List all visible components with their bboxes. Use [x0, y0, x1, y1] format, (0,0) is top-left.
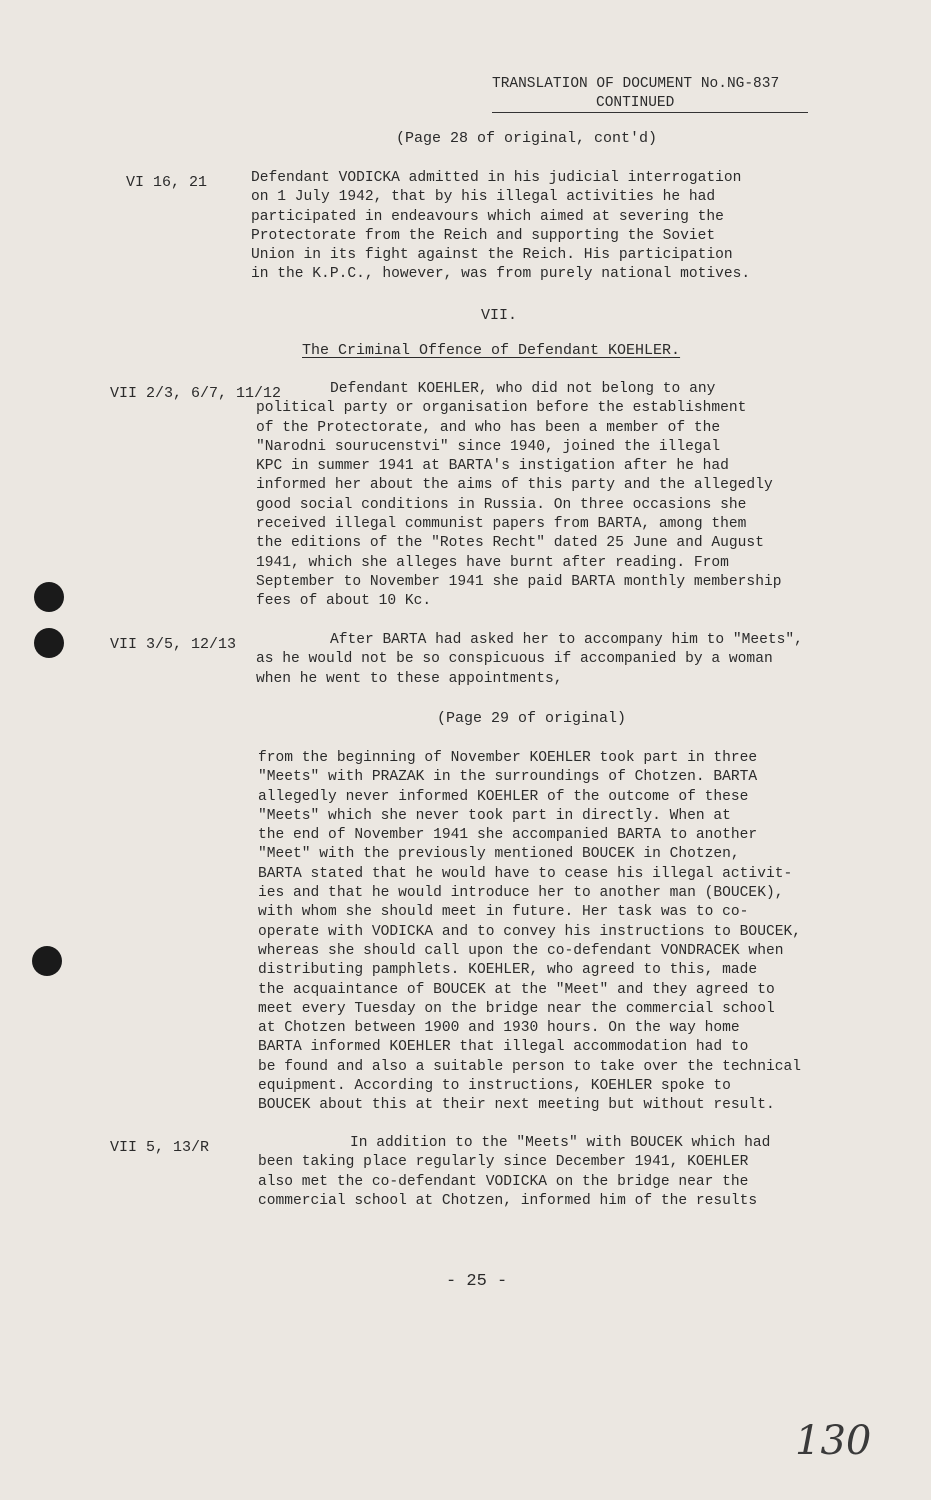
text-line: "Narodni sourucenstvi" since 1940, joined the illegal [256, 438, 721, 455]
text-line: meet every Tuesday on the bridge near the commercial school [258, 1000, 775, 1017]
text-line: fees of about 10 Kc. [256, 593, 432, 610]
text-line: also met the co-defendant VODICKA on the bridge near the [258, 1173, 749, 1190]
text-line: with whom she should meet in future. Her task was to co- [258, 904, 749, 921]
text-line: good social conditions in Russia. On three occasions she [256, 496, 747, 513]
chapter-number: VII. [481, 307, 518, 324]
text-line: After BARTA had asked her to accompany him to "Meets", [330, 632, 803, 648]
paragraph-meets-details [258, 749, 801, 1116]
text-line: BARTA stated that he would have to cease his illegal activit- [258, 865, 793, 882]
text-line: Protectorate from the Reich and supporting the Soviet [251, 227, 716, 244]
text-line: BARTA informed KOEHLER that illegal accommodation had to [258, 1039, 749, 1056]
text-line: "Meets" which she never took part in directly. When at [258, 807, 731, 824]
text-line: KPC in summer 1941 at BARTA's instigation after he had [256, 458, 729, 475]
text-line: political party or organisation before the establishment [256, 400, 747, 417]
section-reference: VI 16, 21 [126, 174, 208, 191]
text-line: 1941, which she alleges have burnt after reading. From [256, 554, 729, 571]
text-line: Union in its fight against the Reich. His participation [251, 247, 733, 264]
paragraph-meets-request [256, 631, 803, 689]
text-line: BOUCEK about this at their next meeting but without result. [258, 1097, 775, 1114]
page-reference-note: (Page 28 of original, cont'd) [396, 130, 658, 147]
text-line: September to November 1941 she paid BARTA monthly membership [256, 573, 782, 590]
text-line: In addition to the "Meets" with BOUCEK which had [350, 1135, 771, 1151]
section-reference: VII 5, 13/R [110, 1139, 210, 1156]
text-line: equipment. According to instructions, KOEHLER spoke to [258, 1078, 731, 1095]
text-line: "Meet" with the previously mentioned BOUCEK in Chotzen, [258, 846, 740, 863]
section-reference: VII 3/5, 12/13 [110, 636, 237, 653]
page-reference-note: (Page 29 of original) [437, 710, 627, 727]
text-line: participated in endeavours which aimed at severing the [251, 208, 724, 225]
text-line: the editions of the "Rotes Recht" dated 25 June and August [256, 535, 764, 552]
text-line: "Meets" with PRAZAK in the surroundings of Chotzen. BARTA [258, 769, 758, 786]
text-line: commercial school at Chotzen, informed him of the results [258, 1192, 758, 1209]
text-line: distributing pamphlets. KOEHLER, who agreed to this, made [258, 962, 758, 979]
header-subtitle: CONTINUED [492, 94, 808, 113]
text-line: whereas she should call upon the co-defendant VONDRACEK when [258, 942, 784, 959]
text-line: Defendant VODICKA admitted in his judicial interrogation [251, 170, 742, 186]
page-number: - 25 - [446, 1272, 508, 1291]
paragraph-koehler-membership [256, 380, 781, 612]
text-line: be found and also a suitable person to take over the technical [258, 1058, 801, 1075]
text-line: Defendant KOEHLER, who did not belong to any [330, 381, 716, 397]
paragraph-vodicka-meetings [258, 1134, 770, 1211]
text-line: been taking place regularly since December 1941, KOEHLER [258, 1154, 749, 1171]
section-reference: VII 2/3, 6/7, 11/12 [110, 385, 282, 402]
text-line: the acquaintance of BOUCEK at the "Meet" and they agreed to [258, 981, 775, 998]
text-line: operate with VODICKA and to convey his instructions to BOUCEK, [258, 923, 801, 940]
text-line: the end of November 1941 she accompanied BARTA to another [258, 827, 758, 844]
text-line: at Chotzen between 1900 and 1930 hours. On the way home [258, 1020, 740, 1037]
punch-hole [34, 582, 64, 612]
header-title: TRANSLATION OF DOCUMENT No.NG-837 [492, 76, 780, 92]
text-line: when he went to these appointments, [256, 670, 563, 687]
text-line: of the Protectorate, and who has been a member of the [256, 419, 721, 436]
text-line: from the beginning of November KOEHLER took part in three [258, 750, 758, 766]
text-line: allegedly never informed KOEHLER of the outcome of these [258, 788, 749, 805]
document-header [492, 74, 812, 113]
text-line: as he would not be so conspicuous if accompanied by a woman [256, 651, 773, 668]
text-line: ies and that he would introduce her to another man (BOUCEK), [258, 885, 784, 902]
paragraph-vodicka [251, 169, 750, 285]
punch-hole [34, 628, 64, 658]
punch-hole [32, 946, 62, 976]
text-line: informed her about the aims of this party and the allegedly [256, 477, 773, 494]
text-line: on 1 July 1942, that by his illegal activities he had [251, 189, 716, 206]
text-line: in the K.P.C., however, was from purely national motives. [251, 266, 751, 283]
text-line: received illegal communist papers from BARTA, among them [256, 516, 747, 533]
handwritten-page-number: 130 [795, 1418, 872, 1464]
chapter-title: The Criminal Offence of Defendant KOEHLER. [302, 342, 681, 359]
